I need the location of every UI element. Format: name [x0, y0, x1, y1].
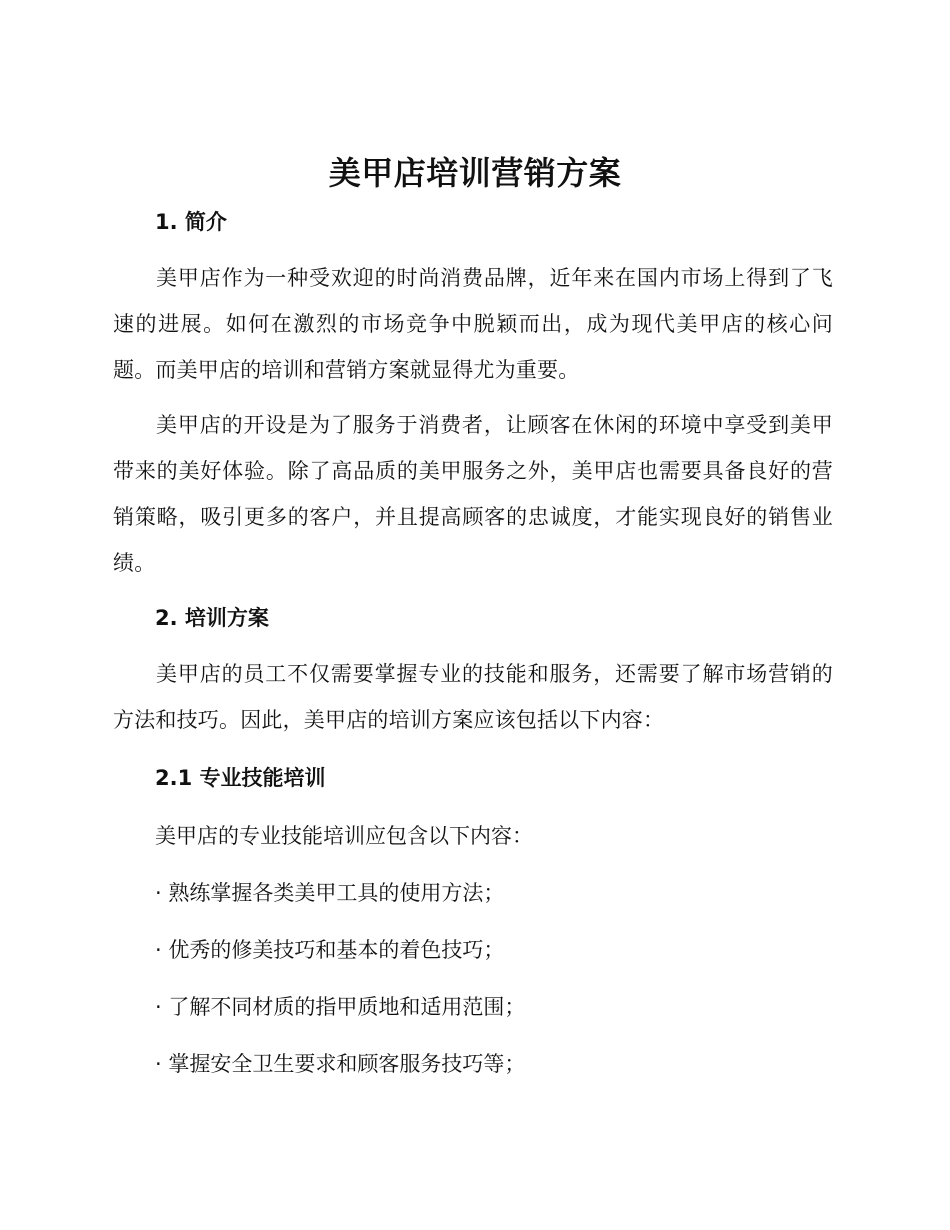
intro-paragraph-1: 美甲店作为一种受欢迎的时尚消费品牌，近年来在国内市场上得到了飞速的进展。如何在激烈的市场竞争中脱颖而出，成为现代美甲店的核心问题。而美甲店的培训和营销方案就显得尤为重要。	[113, 266, 833, 382]
subsection-heading-skills: 2.1 专业技能培训	[155, 766, 326, 790]
section-heading-training: 2. 培训方案	[155, 606, 269, 630]
document-title: 美甲店培训营销方案	[328, 154, 622, 192]
section-heading-intro: 1. 简介	[155, 210, 227, 234]
training-paragraph: 美甲店的员工不仅需要掌握专业的技能和服务，还需要了解市场营销的方法和技巧。因此，美甲店的培训方案应该包括以下内容：	[113, 662, 833, 732]
list-item: · 熟练掌握各类美甲工具的使用方法；	[155, 881, 505, 905]
skills-intro: 美甲店的专业技能培训应包含以下内容：	[155, 824, 533, 848]
list-item: · 掌握安全卫生要求和顾客服务技巧等；	[155, 1052, 526, 1076]
list-item: · 了解不同材质的指甲质地和适用范围；	[155, 995, 526, 1019]
list-item: · 优秀的修美技巧和基本的着色技巧；	[155, 938, 505, 962]
intro-paragraph-2: 美甲店的开设是为了服务于消费者，让顾客在休闲的环境中享受到美甲带来的美好体验。除了高品质的美甲服务之外，美甲店也需要具备良好的营销策略，吸引更多的客户，并且提高顾客的忠诚度，才能实现良好的销售业绩。	[113, 413, 833, 575]
